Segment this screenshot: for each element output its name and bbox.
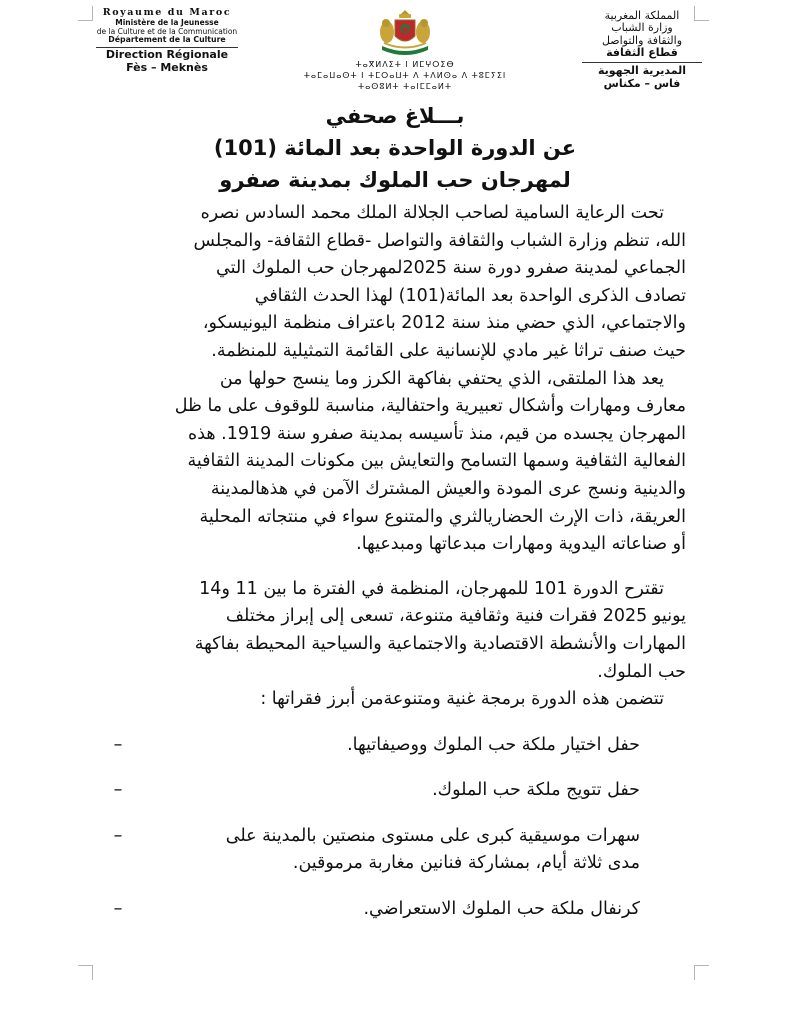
text-line: المهارات والأنشطة الاقتصادية والاجتماعية والسياحية المحيطة بفاكهة <box>194 633 686 654</box>
tifinagh-line: ⵜⴰⵎⴰⵡⴰⵙⵜ ⵏ ⵜⵎⵔⴰⵡⵜ ⴷ ⵜⴷⵍⵙⴰ ⴷ ⵜⵓⵎⵢⵉⵏ <box>303 70 507 80</box>
header-ar-region: فاس – مكناس <box>603 76 681 90</box>
text-line: حيث صنف تراثا غير مادي للإنسانية على القائمة التمثيلية للمنظمة. <box>211 340 686 361</box>
royal-emblem-icon <box>376 8 434 58</box>
header-fr-ministry-2: de la Culture et de la Communication <box>96 26 238 36</box>
text-line: حب الملوك. <box>597 661 686 682</box>
text-line: العريقة، ذات الإرث الحضاريالثري والمتنوع سواء في منتجاته المحلية <box>199 506 686 527</box>
header-arabic <box>567 10 717 90</box>
text-line: معارف ومهارات وأشكال تعبيرية واحتفالية، مناسبة للوقوف على ما ظل <box>174 396 686 417</box>
header-tifinagh <box>300 60 510 92</box>
text-line: الجماعي لمدينة صفرو دورة سنة 2025لمهرجان حب الملوك التي <box>215 258 686 279</box>
bullet-text: سهرات موسيقية كبرى على مستوى منصتين بالمدينة على <box>225 825 640 846</box>
tifinagh-line: ⵜⴰⴳⵍⴷⵉⵜ ⵏ ⵍⵎⵖⵔⵉⴱ <box>355 60 455 69</box>
bullet-text: حفل تتويج ملكة حب الملوك. <box>432 780 640 801</box>
text-line: الفعالية الثقافية وسمها التسامح والتعايش بين مكونات المدينة الثقافية <box>187 451 686 472</box>
header-fr-department: Département de la Culture <box>108 35 226 45</box>
tifinagh-line: ⵜⴰⵙⵓⵍⵜ ⵜⴰⵏⵎⵎⴰⵍⵜ <box>357 81 453 91</box>
header-fr-ministry: Ministère de la Jeunesse <box>115 17 219 27</box>
bullet-item <box>88 823 686 878</box>
bullet-item <box>88 777 686 805</box>
text-line: يونيو 2025 فقرات فنية وثقافية متنوعة، تسعى إلى إبراز مختلف <box>225 606 686 627</box>
header-ar-department: قطاع الثقافة <box>606 45 678 59</box>
header-ar-kingdom: المملكة المغربية <box>604 9 680 22</box>
crop-mark <box>78 965 93 980</box>
header-ar-direction: المديرية الجهوية <box>597 64 687 78</box>
paragraph-2 <box>88 366 686 559</box>
bullet-text: كرنفال ملكة حب الملوك الاستعراضي. <box>363 899 640 920</box>
title-press-release: بـــلاغ صحفي <box>325 104 465 128</box>
header-french <box>82 8 252 74</box>
header-fr-kingdom: Royaume du Maroc <box>102 7 232 18</box>
header-ar-ministry: وزارة الشباب <box>611 21 673 35</box>
text-line: تحت الرعاية السامية لصاحب الجلالة الملك محمد السادس نصره <box>200 203 664 223</box>
press-release-titles <box>180 100 610 196</box>
title-festival: لمهرجان حب الملوك بمدينة صفرو <box>219 168 571 192</box>
title-edition: عن الدورة الواحدة بعد المائة (101) <box>213 136 577 160</box>
text-line: والاجتماعي، الذي حضي منذ سنة 2012 باعتراف منظمة اليونيسكو، <box>202 313 686 334</box>
header-fr-direction: Direction Régionale <box>105 48 229 62</box>
bullet-dash: – <box>113 780 123 801</box>
paragraph-3 <box>88 576 686 686</box>
bullet-dash: – <box>113 899 123 920</box>
header-ar-divider <box>582 62 702 63</box>
program-intro: تتضمن هذه الدورة برمجة غنية ومتنوعةمن أبرز فقراتها : <box>260 689 664 710</box>
text-line: الله، تنظم وزارة الشباب والثقافة والتواصل -قطاع الثقافة- والمجلس <box>193 230 686 251</box>
bullet-text: مدى ثلاثة أيام، بمشاركة فنانين مغاربة مرموقين. <box>292 853 640 874</box>
text-line: تصادف الذكرى الواحدة بعد المائة(101) لهذا الحدث الثقافي <box>254 285 686 306</box>
bullet-item <box>88 896 686 924</box>
press-release-body <box>88 200 686 924</box>
text-line: والدينية ونسج عرى المودة والعيش المشترك الآمن في هذهالمدينة <box>210 478 686 499</box>
text-line: أو صناعاته اليدوية ومهارات مبدعاتها ومبدعيها. <box>356 534 686 555</box>
bullet-item <box>88 732 686 760</box>
bullet-text: حفل اختيار ملكة حب الملوك ووصيفاتيها. <box>347 734 640 755</box>
text-line: يعد هذا الملتقى، الذي يحتفي بفاكهة الكرز وما ينسج حولها من <box>219 368 664 389</box>
paragraph-1 <box>88 200 686 366</box>
text-line: تقترح الدورة 101 للمهرجان، المنظمة في الفترة ما بين 11 و14 <box>199 578 664 599</box>
crop-mark <box>694 965 709 980</box>
bullet-dash: – <box>113 825 123 846</box>
bullet-dash: – <box>113 734 123 755</box>
header-fr-region: Fès – Meknès <box>126 60 208 74</box>
paragraph-gap <box>88 559 686 576</box>
text-line: المهرجان يجسده من قيم، منذ تأسيسه بمدينة صفرو سنة 1919. هذه <box>188 423 686 444</box>
header-ar-ministry-2: والثقافة والتواصل <box>601 33 683 47</box>
